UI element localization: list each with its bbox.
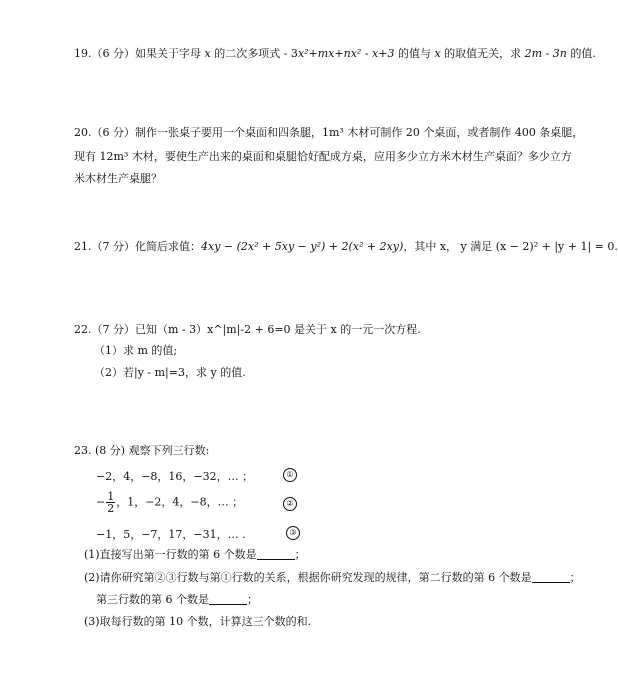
q19-number: 19. [74,47,92,60]
q19-text-e: 的值. [566,47,596,60]
q23-part-1 [84,548,575,562]
q19-expression: x²+mx+nx² - x+3 [297,47,395,60]
answer-blank-3[interactable] [209,594,247,605]
q20-score: （6 分） [91,126,135,139]
q23-p1-end: ； [294,548,306,561]
q22-sub-1: （1）求 m 的值; [94,344,178,357]
fraction-denominator: 2 [107,502,115,515]
circled-one-mark: ① [283,468,297,482]
q21-expression: 4xy − (2x² + 5xy − y²) + 2(x² + 2xy) [201,240,404,253]
q23-number: 23. [74,444,92,457]
q19-text-d: 的取值无关，求 [440,47,525,60]
q19-text-b: 的二次多项式 - 3 [210,47,298,60]
question-19 [74,47,596,61]
q23-stem: 观察下列三行数: [128,444,210,457]
q22-number: 22. [74,323,92,336]
q19-var-x-2: x [434,47,441,60]
q22-stem: 已知（m - 3）x^|m|-2 + 6=0 是关于 x 的一元一次方程. [135,323,421,336]
q19-target: 2m - 3n [524,47,567,60]
q23-p2a-end: ； [569,571,581,584]
sequence-row-3: −1，5，−7，17，−31，… . [96,528,246,541]
question-20-line-1 [74,126,584,140]
question-21 [74,240,618,254]
q23-p1-text: (1)直接写出第一行数的第 6 个数是 [84,548,257,561]
q23-part-2 [84,571,581,585]
q22-sub-2: （2）若|y - m|=3，求 y 的值. [94,366,246,379]
row2-minus: − [96,495,106,509]
q21-condition: ，其中 x， y 满足 (x − 2)² + |y + 1| = 0. [403,240,618,253]
q19-score: （6 分） [91,47,135,60]
answer-blank-2[interactable] [532,572,570,583]
q21-number: 21. [74,240,92,253]
q23-p2b-text: 第三行数的第 6 个数是 [96,593,209,606]
q19-text-c: 的值与 [394,47,435,60]
q23-p2b-end: ； [247,593,258,606]
q23-part-3: (3)取每行数的第 10 个数，计算这三个数的和. [84,615,312,628]
question-22 [74,323,575,337]
q23-p2a-text: (2)请你研究第②③行数与第①行数的关系，根据你研究发现的规律，第二行数的第 6 个数是 [84,571,532,584]
sequence-row-1: −2，4，−8，16，−32，… ； [96,470,254,483]
q23-score: (8 分) [95,444,126,457]
circled-two-mark: ② [283,497,297,511]
answer-blank-1[interactable] [257,549,295,560]
q23-part-2b [96,593,575,607]
question-23 [74,444,575,458]
q20-line1: 制作一张桌子要用一个桌面和四条腿，1m³ 木材可制作 20 个桌面，或者制作 400 条桌腿， [135,126,584,139]
q19-var-x: x [204,47,211,60]
half-fraction [106,491,115,514]
sequence-row-2 [96,491,243,514]
q22-score: （7 分） [91,323,135,336]
circled-three-mark: ③ [286,526,300,540]
q21-score: （7 分） [91,240,135,253]
q19-text-a: 如果关于字母 [135,47,205,60]
fraction-numerator: 1 [107,490,115,503]
question-20-line-2: 现有 12m³ 木材，要使生产出来的桌面和桌腿恰好配成方桌，应用多少立方米木材生产桌面？多少立方 [74,150,572,163]
q20-number: 20. [74,126,92,139]
question-20-line-3: 米木材生产桌腿？ [74,172,162,185]
row2-rest: ，1，−2，4，−8，… ； [116,495,244,509]
q21-lead: 化简后求值： [135,240,201,253]
